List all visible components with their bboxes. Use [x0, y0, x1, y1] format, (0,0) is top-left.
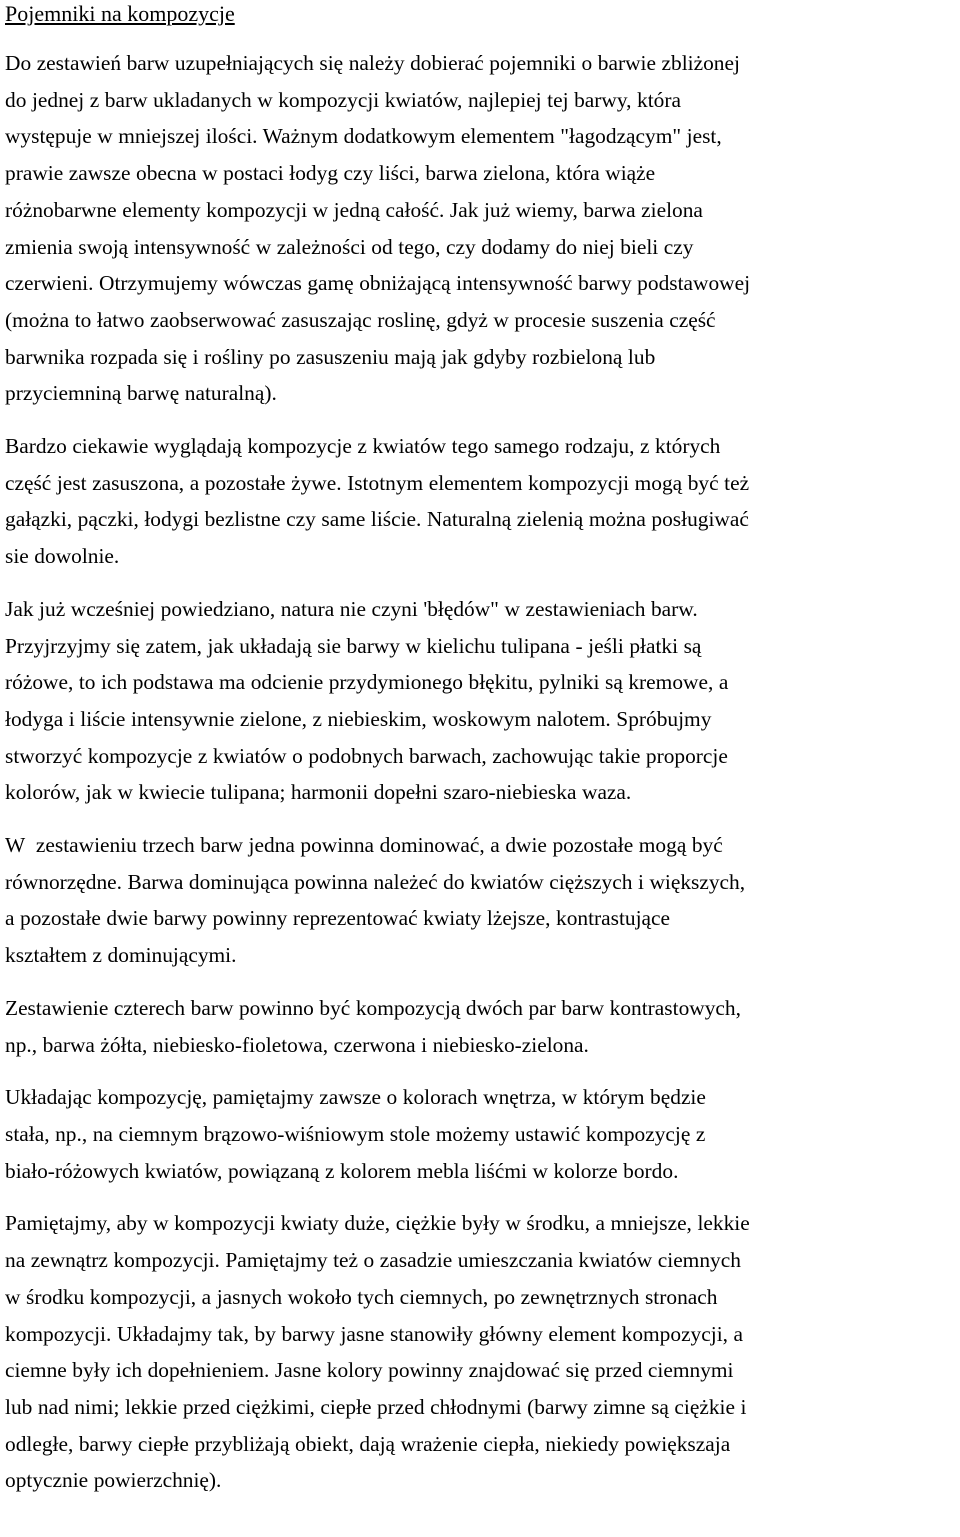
text-line: Do zestawień barw uzupełniających się należy dobierać pojemniki o barwie zbliżonej [5, 51, 740, 75]
text-line: sie dowolnie. [5, 544, 120, 569]
text-line: część jest zasuszona, a pozostałe żywe. Istotnym elementem kompozycji mogą być też [5, 470, 750, 495]
text-line: a pozostałe dwie barwy powinny reprezentować kwiaty lżejsze, kontrastujące [5, 906, 671, 931]
text-line: gałązki, pączki, łodygi bezlistne czy same liście. Naturalną zielenią można posługiwać [5, 507, 749, 532]
document-title: Pojemniki na kompozycje [5, 1, 235, 26]
text-line: ciemne były ich dopełnieniem. Jasne kolory powinny znajdować się przed ciemnymi [5, 1358, 734, 1383]
paragraph-2 [5, 428, 956, 575]
text-line: odległe, barwy ciepłe przybliżają obiekt, dają wrażenie ciepła, niekiedy powiększaja [5, 1431, 731, 1456]
text-line: Bardzo ciekawie wyglądają kompozycje z kwiatów tego samego rodzaju, z których [5, 434, 721, 459]
paragraph-1 [5, 45, 956, 412]
paragraph-6 [5, 1079, 956, 1189]
text-line: np., barwa żółta, niebiesko-fioletowa, czerwona i niebiesko-zielona. [5, 1032, 589, 1057]
text-line: stała, np., na ciemnym brązowo-wiśniowym stole możemy ustawić kompozycję z [5, 1121, 706, 1146]
paragraph-3 [5, 591, 956, 811]
text-line: czerwieni. Otrzymujemy wówczas gamę obniżającą intensywność barwy podstawowej [5, 271, 751, 296]
text-line: W zestawieniu trzech barw jedna powinna dominować, a dwie pozostałe mogą być [5, 833, 723, 858]
text-line: do jednej z barw ukladanych w kompozycji kwiatów, najlepiej tej barwy, która [5, 87, 681, 112]
text-line: przyciemniną barwę naturalną). [5, 381, 277, 406]
text-line: zmienia swoją intensywność w zależności od tego, czy dodamy do niej bieli czy [5, 234, 694, 259]
text-line: różowe, to ich podstawa ma odcienie przydymionego błękitu, pylniki są kremowe, a [5, 670, 729, 695]
text-line: prawie zawsze obecna w postaci łodyg czy liści, barwa zielona, która wiąże [5, 161, 656, 186]
text-line: na zewnątrz kompozycji. Pamiętajmy też o zasadzie umieszczania kwiatów ciemnych [5, 1248, 741, 1273]
text-line: biało-różowych kwiatów, powiązaną z kolorem mebla liśćmi w kolorze bordo. [5, 1158, 679, 1183]
paragraph-7 [5, 1205, 956, 1499]
paragraph-5 [5, 990, 956, 1063]
paragraph-4 [5, 827, 956, 974]
text-line: Jak już wcześniej powiedziano, natura nie czyni 'błędów" w zestawieniach barw. [5, 596, 698, 621]
text-line: występuje w mniejszej ilości. Ważnym dodatkowym elementem "łagodzącym" jest, [5, 124, 722, 149]
text-line: lub nad nimi; lekkie przed ciężkimi, ciepłe przed chłodnymi (barwy zimne są ciężkie i [5, 1394, 747, 1419]
text-line: Przyjrzyjmy się zatem, jak układają sie barwy w kielichu tulipana - jeśli płatki są [5, 633, 702, 658]
text-line: stworzyć kompozycje z kwiatów o podobnych barwach, zachowując takie proporcje [5, 743, 728, 768]
text-line: (można to łatwo zaobserwować zasuszając roslinę, gdyż w procesie suszenia część [5, 307, 716, 332]
text-line: optycznie powierzchnię). [5, 1468, 222, 1493]
text-line: Zestawienie czterech barw powinno być kompozycją dwóch par barw kontrastowych, [5, 995, 741, 1020]
text-line: Pamiętajmy, aby w kompozycji kwiaty duże, ciężkie były w środku, a mniejsze, lekkie [5, 1211, 750, 1236]
text-line: różnobarwne elementy kompozycji w jedną całość. Jak już wiemy, barwa zielona [5, 197, 703, 222]
text-line: kształtem z dominującymi. [5, 943, 237, 968]
text-line: kompozycji. Układajmy tak, by barwy jasne stanowiły główny element kompozycji, a [5, 1321, 744, 1346]
text-line: kolorów, jak w kwiecie tulipana; harmonii dopełni szaro-niebieska waza. [5, 780, 632, 805]
text-line: barwnika rozpada się i rośliny po zasuszeniu mają jak gdyby rozbieloną lub [5, 344, 656, 369]
document-page [5, 0, 956, 1499]
text-line: Układając kompozycję, pamiętajmy zawsze o kolorach wnętrza, w którym będzie [5, 1085, 706, 1110]
text-line: równorzędne. Barwa dominująca powinna należeć do kwiatów cięższych i większych, [5, 869, 746, 894]
text-line: łodyga i liście intensywnie zielone, z niebieskim, woskowym nalotem. Spróbujmy [5, 706, 712, 731]
text-line: w środku kompozycji, a jasnych wokoło tych ciemnych, po zewnętrznych stronach [5, 1284, 718, 1309]
